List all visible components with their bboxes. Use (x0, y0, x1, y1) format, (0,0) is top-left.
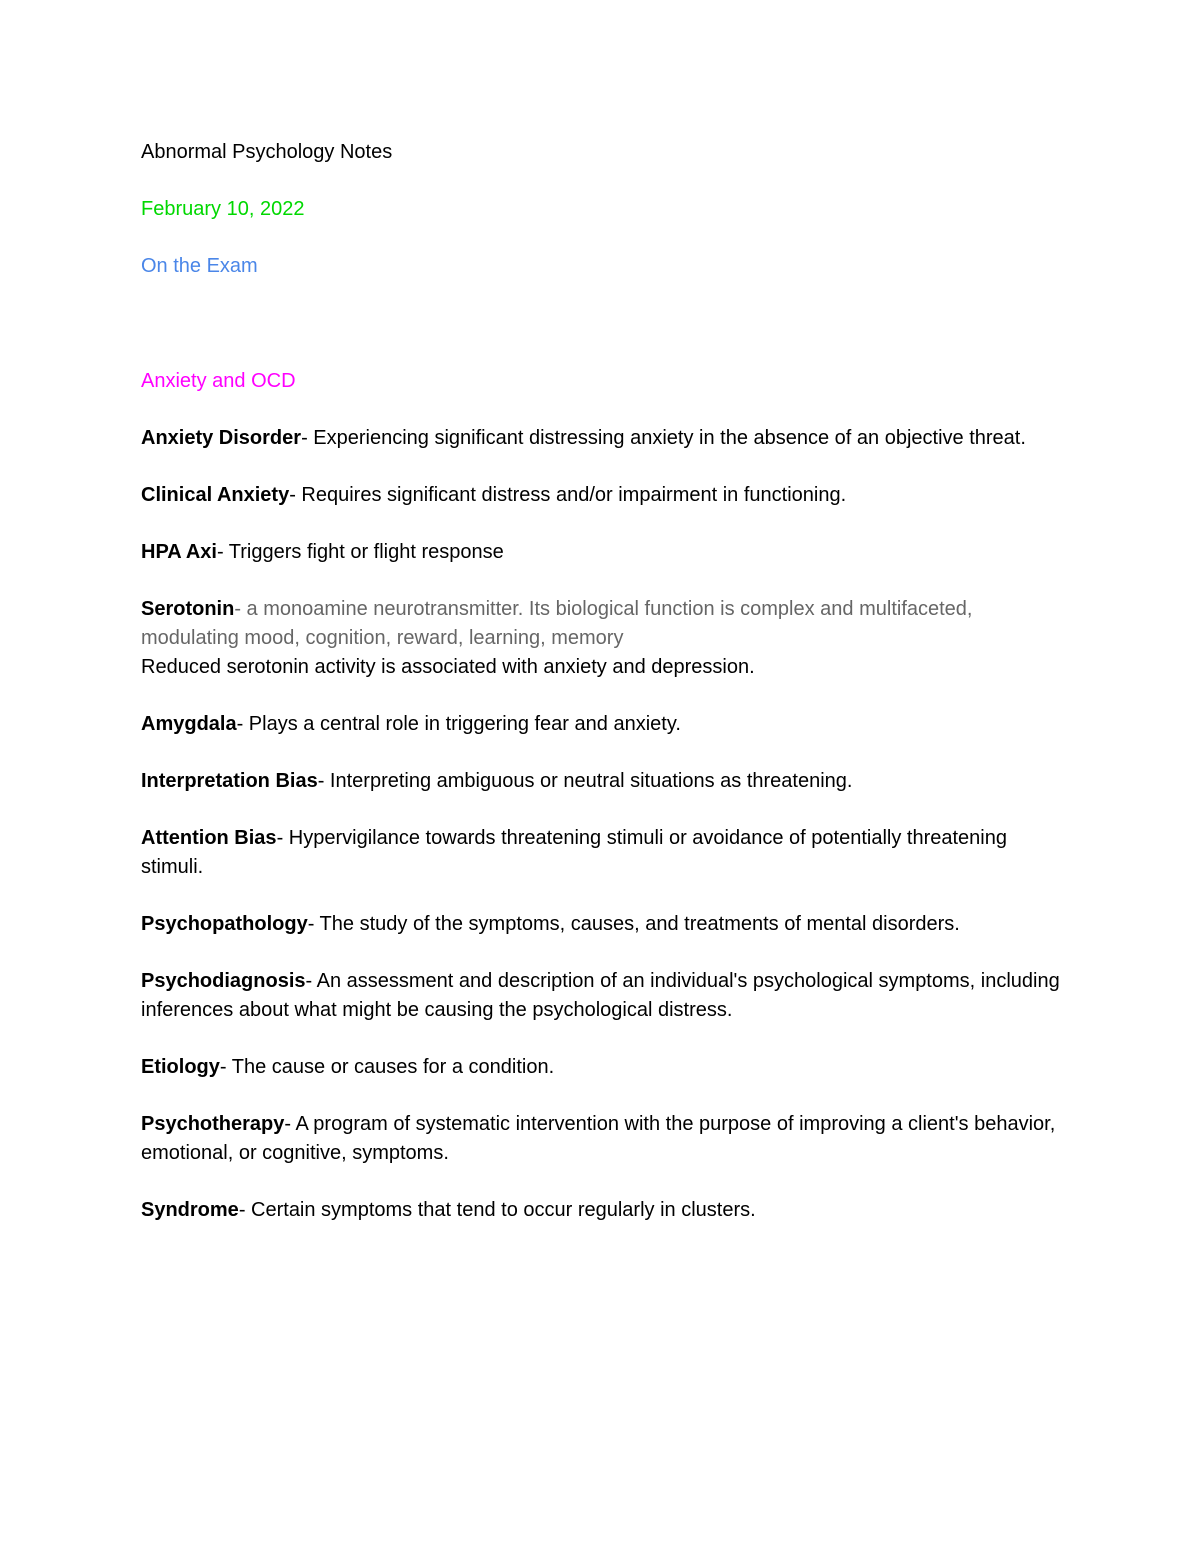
definition-text: - The cause or causes for a condition. (219, 1056, 555, 1078)
section-heading: Anxiety and OCD (141, 370, 296, 392)
definition-term: Psychotherapy (141, 1113, 285, 1135)
definition-term: Anxiety Disorder (141, 427, 302, 449)
definition-etiology (141, 1053, 1061, 1082)
definition-text: - Requires significant distress and/or impairment in functioning. (289, 484, 847, 506)
document-page (141, 138, 1061, 1253)
definition-interpretation-bias (141, 767, 1061, 796)
definition-attention-bias (141, 824, 1061, 882)
definition-term: Psychopathology (141, 913, 308, 935)
definition-serotonin (141, 595, 1061, 682)
definition-text: - An assessment and description of an individual's psychological symptoms, including inferences about what might be causing the psychological distress. (141, 970, 1060, 1021)
definition-clinical-anxiety (141, 481, 1061, 510)
definition-text: - Certain symptoms that tend to occur regularly in clusters. (238, 1199, 756, 1221)
definition-term: Amygdala (141, 713, 237, 735)
definition-text: - Interpreting ambiguous or neutral situations as threatening. (317, 770, 853, 792)
definition-term: Serotonin (141, 598, 235, 620)
definition-text: - Plays a central role in triggering fear and anxiety. (236, 713, 681, 735)
document-title: Abnormal Psychology Notes (141, 141, 393, 163)
exam-heading: On the Exam (141, 255, 258, 277)
definition-term: Etiology (141, 1056, 220, 1078)
definition-text: - The study of the symptoms, causes, and treatments of mental disorders. (307, 913, 960, 935)
definition-hpa-axi (141, 538, 1061, 567)
definition-term: HPA Axi (141, 541, 217, 563)
definition-psychotherapy (141, 1110, 1061, 1168)
definition-syndrome (141, 1196, 1061, 1225)
definition-term: Attention Bias (141, 827, 277, 849)
definition-text: - A program of systematic intervention with the purpose of improving a client's behavior, emotional, or cognitive, symptoms. (141, 1113, 1056, 1164)
definition-psychodiagnosis (141, 967, 1061, 1025)
definition-text: - Hypervigilance towards threatening stimuli or avoidance of potentially threatening stimuli. (141, 827, 1007, 878)
definition-amygdala (141, 710, 1061, 739)
definition-text: - a monoamine neurotransmitter. Its biological function is complex and multifaceted, modulating mood, cognition, reward, learning, memory (141, 598, 973, 649)
definition-term: Clinical Anxiety (141, 484, 290, 506)
definition-anxiety-disorder (141, 424, 1061, 453)
definition-term: Interpretation Bias (141, 770, 318, 792)
definition-extra-text: Reduced serotonin activity is associated with anxiety and depression. (141, 656, 755, 678)
definition-term: Psychodiagnosis (141, 970, 306, 992)
definition-text: - Triggers fight or flight response (216, 541, 504, 563)
definition-psychopathology (141, 910, 1061, 939)
definition-text: - Experiencing significant distressing anxiety in the absence of an objective threat. (301, 427, 1026, 449)
document-date: February 10, 2022 (141, 198, 305, 220)
definition-term: Syndrome (141, 1199, 239, 1221)
